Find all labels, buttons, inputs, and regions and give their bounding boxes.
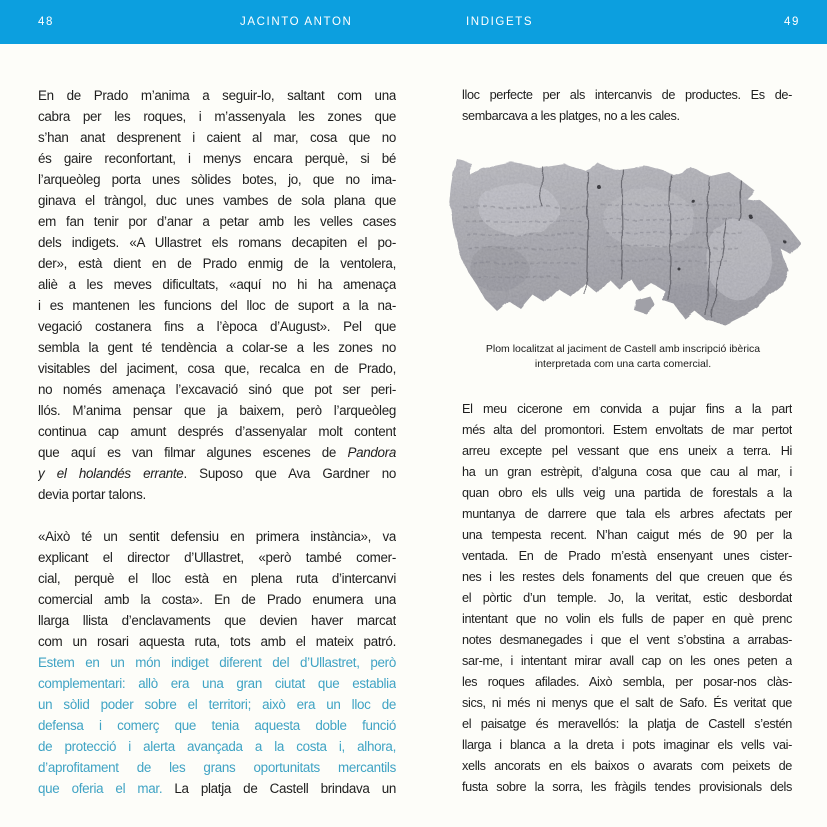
text-line: el paisatge és meravellós: la platja de Castell s’estén — [462, 717, 792, 731]
page-number-left: 48 — [38, 16, 54, 28]
running-head-author: JACINTO ANTON — [240, 16, 353, 28]
page-number-right: 49 — [784, 16, 800, 28]
text-line: sembla la gent té tendència a colar-se a les zones no — [38, 340, 396, 355]
highlighted-text-line: d’aprofitament de les grans oportunitats mercantils — [38, 760, 396, 775]
text-line: llarga i blanca a la dreta i pots imaginar els vells vai- — [462, 738, 792, 752]
text-line: explicant el director d’Ullastret, «però també comer- — [38, 550, 396, 565]
film-title-italic: Pandora — [347, 445, 396, 460]
highlighted-text-line: un sòlid poder sobre el territori; això era un lloc de — [38, 697, 396, 712]
text-line: ha un gran estrèpit, d’alguna cosa que cau al mar, i — [462, 465, 792, 479]
film-title-italic: y el holandés errante — [38, 466, 184, 481]
paragraph — [38, 85, 396, 505]
text-line: l’arqueòleg porta unes sòlides botes, jo, que no ima- — [38, 172, 396, 187]
text-line: sar-me, i intentant mirar avall cap on les ones peten a — [462, 654, 792, 668]
text-line: intentant que no volin els fulls de paper en què prenc — [462, 612, 792, 626]
right-page-bottom-paragraph — [462, 399, 792, 798]
text-line: em fan tenir por d’anar a petar amb les velles cases — [38, 214, 396, 229]
text-line: com un rosari aquesta ruta, tots amb el mateix patró. — [38, 634, 396, 649]
text-line: arreu excepte pel vessant que ens uneix a terra. Hi — [462, 444, 792, 458]
text-line: és gaire reconfortant, i menys encara perquè, si bé — [38, 151, 396, 166]
highlighted-text-segment: que oferia el mar. — [38, 781, 175, 796]
highlighted-text-line: defensa i comerç que tenia aquesta doble funció — [38, 718, 396, 733]
text-line — [38, 442, 396, 463]
text-line: s’han anat desprenent i caient al mar, cosa que no — [38, 130, 396, 145]
text-line: fusta sobre la sorra, les fràgils tendes provisionals dels — [462, 780, 792, 794]
text-line — [38, 778, 396, 799]
text-line — [38, 463, 396, 484]
right-page-top-paragraph — [462, 85, 792, 127]
text-line: der», està dient en de Prado enmig de la ventolera, — [38, 256, 396, 271]
text-line: aliè a les meves dificultats, «aquí no hi ha amenaça — [38, 277, 396, 292]
text-line: sembarcava a les platges, no a les cales. — [462, 109, 680, 123]
text-line: ginava el tràngol, duc unes vambes de sola plana que — [38, 193, 396, 208]
text-line: quan obro els ulls veig una partida de forestals a la — [462, 486, 792, 500]
text-line: notes desmanegades i que el vent s’obstina a arrabas- — [462, 633, 792, 647]
text-line: xells ancorats en els baixos o avarats com peixets de — [462, 759, 792, 773]
text-line: llarga llista d’enclavaments que devien haver marcat — [38, 613, 396, 628]
text-line: dels indigets. «A Ullastret els romans decapiten el po- — [38, 235, 396, 250]
text-line: cabra per les roques, i m’assenyala les zones que — [38, 109, 396, 124]
text-line: muntanya de darrere que tala els arbres afectats per — [462, 507, 792, 521]
left-page-column — [38, 85, 396, 799]
lead-plaque-photo — [439, 149, 807, 331]
highlighted-text-line: de protecció i alerta avançada a la costa i, alhora, — [38, 739, 396, 754]
caption-line: Plom localitzat al jaciment de Castell amb inscripció ibèrica — [485, 343, 761, 355]
text-segment: que aquí es van filmar algunes escenes de — [38, 445, 348, 460]
text-line: continua cap amunt després d’assenyalar molt content — [38, 424, 396, 439]
paragraph — [38, 526, 396, 799]
text-line: cial, perquè el lloc està en plena ruta d’intercanvi — [38, 571, 396, 586]
running-head-bar — [0, 0, 827, 44]
text-segment: . Suposo que Ava Gardner no — [183, 466, 396, 481]
text-line: ventada. En de Prado m’està ensenyant unes cister- — [462, 549, 792, 563]
text-line: una tempesta recent. N’han caigut més de 90 per la — [462, 528, 792, 542]
text-line: les roques afilades. Això sembla, per posar-nos clàs- — [462, 675, 792, 689]
figure-caption — [438, 342, 808, 372]
highlighted-text-line: Estem en un món indiget diferent del d’Ullastret, però — [38, 655, 396, 670]
running-head-title: INDIGETS — [466, 16, 534, 28]
text-line: no només amenaça l’excavació sinó que pot ser peri- — [38, 382, 396, 397]
text-line: devia portar talons. — [38, 487, 146, 502]
text-line: visitables del jaciment, cosa que, recalca en de Prado, — [38, 361, 396, 376]
text-line: vegació costanera fins a l’època d’August». Pel que — [38, 319, 396, 334]
highlighted-text-line: complementari: allò era una gran ciutat que establia — [38, 676, 396, 691]
text-line: llós. M’anima pensar que ja baixem, però l’arqueòleg — [38, 403, 396, 418]
text-line: sics, ni més ni menys que el salt de Safo. És veritat que — [462, 696, 792, 710]
figure — [438, 149, 808, 372]
text-line: lloc perfecte per als intercanvis de productes. Es de- — [462, 88, 792, 102]
text-line: el pòrtic d’un temple. Jo, la veritat, estic desbordat — [462, 591, 792, 605]
text-line: En de Prado m’anima a seguir-lo, saltant com una — [38, 88, 396, 103]
text-line: «Això té un sentit defensiu en primera instància», va — [38, 529, 396, 544]
text-line: i es mantenen les funcions del lloc de suport a la na- — [38, 298, 396, 313]
caption-line: interpretada com una carta comercial. — [534, 358, 712, 370]
text-segment: La platja de Castell brindava un — [174, 781, 396, 796]
text-line: més alta del promontori. Estem envoltats de mar pertot — [462, 423, 792, 437]
text-line: comercial amb la costa». En de Prado enumera una — [38, 592, 396, 607]
text-line: El meu cicerone em convida a pujar fins a la part — [462, 402, 792, 416]
text-line: nes i les restes dels fonaments del que creuen que és — [462, 570, 792, 584]
